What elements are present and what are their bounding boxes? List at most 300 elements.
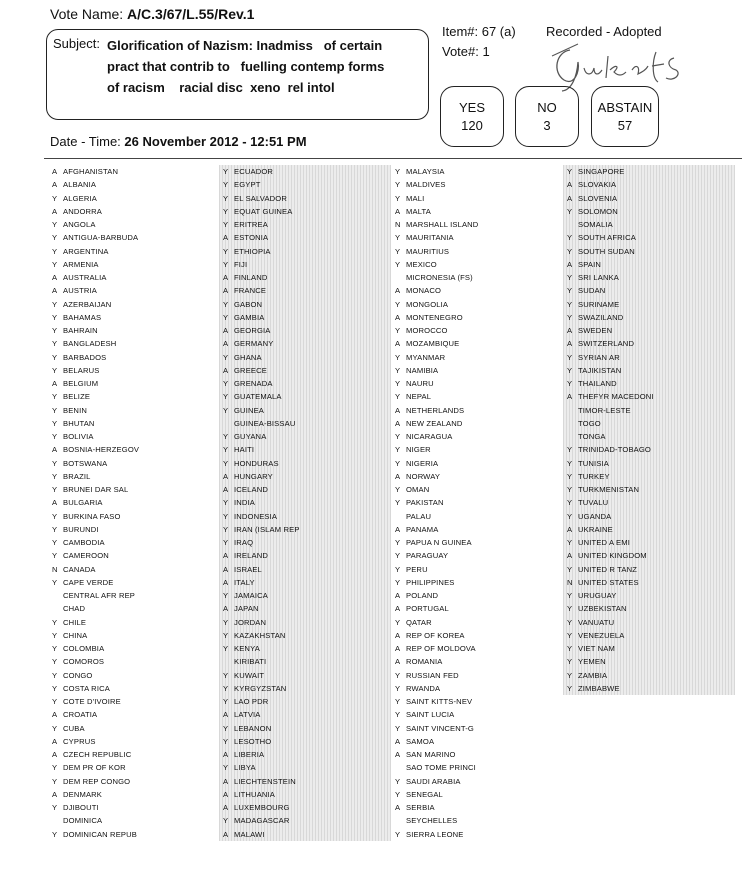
vote-code: Y: [52, 723, 58, 733]
country-row: [219, 695, 391, 708]
country-name: KAZAKHSTAN: [234, 630, 286, 640]
country-row: [219, 814, 391, 827]
country-row: [391, 390, 563, 403]
country-row: [48, 390, 220, 403]
country-name: UNITED R TANZ: [578, 564, 638, 574]
country-name: BOTSWANA: [63, 458, 108, 468]
vote-code: Y: [52, 405, 58, 415]
country-name: GREECE: [234, 365, 267, 375]
vote-code: A: [52, 498, 58, 508]
country-row: [48, 563, 220, 576]
country-row: [48, 669, 220, 682]
vote-code: Y: [395, 246, 401, 256]
country-name: BOLIVIA: [63, 432, 94, 441]
vote-code: Y: [223, 723, 229, 733]
country-name: CUBA: [63, 723, 85, 733]
country-row: [219, 364, 391, 377]
country-row: [391, 801, 563, 814]
vote-code: A: [223, 273, 229, 282]
country-name: TUNISIA: [578, 458, 610, 468]
country-row: [219, 828, 391, 841]
country-row: [563, 457, 735, 470]
country-name: TURKMENISTAN: [578, 485, 640, 494]
country-row: [391, 655, 563, 668]
country-name: COLOMBIA: [63, 644, 105, 653]
vote-code: Y: [567, 471, 573, 481]
country-row: [219, 284, 391, 297]
country-name: SEYCHELLES: [406, 816, 458, 826]
abstain-label: ABSTAIN: [597, 100, 653, 115]
country-name: MOROCCO: [406, 326, 448, 335]
vote-code: Y: [52, 551, 58, 561]
country-row: [219, 324, 391, 337]
subject-text: Glorification of Nazism: Inadmiss of certain pract that contrib to fuelling contemp forms of racism racial disc xeno rel intol: [107, 38, 385, 95]
country-name: CYPRUS: [63, 736, 96, 746]
country-row: [563, 589, 735, 602]
vote-code: A: [567, 551, 573, 561]
vote-code: A: [223, 829, 229, 839]
country-row: [391, 192, 563, 205]
country-row: [391, 271, 563, 284]
vote-code: Y: [223, 816, 229, 826]
country-row: [48, 682, 220, 695]
country-name: IRAN (ISLAM REP: [234, 524, 300, 534]
country-row: [563, 337, 735, 350]
country-name: MARSHALL ISLAND: [406, 220, 479, 229]
vote-code: Y: [567, 286, 573, 296]
vote-code: A: [52, 710, 58, 720]
vote-code: A: [395, 471, 401, 481]
vote-code: A: [223, 776, 229, 786]
vote-code: A: [395, 591, 401, 600]
country-row: [48, 523, 220, 536]
country-name: UNITED STATES: [578, 577, 639, 587]
country-name: YEMEN: [578, 657, 606, 667]
vote-code: A: [567, 524, 573, 534]
country-name: MEXICO: [406, 259, 437, 269]
country-name: BRUNEI DAR SAL: [63, 485, 129, 494]
country-name: THEFYR MACEDONI: [578, 392, 654, 402]
country-row: [219, 231, 391, 244]
vote-code: Y: [223, 379, 229, 388]
country-row: [48, 629, 220, 642]
vote-code: Y: [223, 206, 229, 216]
country-name: CROATIA: [63, 710, 98, 720]
country-row: [391, 708, 563, 721]
country-row: [391, 775, 563, 788]
country-name: IRAQ: [234, 538, 254, 547]
vote-code: Y: [567, 617, 573, 627]
vote-code: Y: [52, 246, 58, 256]
country-row: [391, 231, 563, 244]
country-name: CHILE: [63, 617, 87, 627]
country-row: [391, 218, 563, 231]
country-name: GUYANA: [234, 432, 267, 441]
country-name: CANADA: [63, 564, 96, 574]
country-row: [48, 417, 220, 430]
country-name: BELARUS: [63, 365, 100, 375]
country-row: [48, 536, 220, 549]
abstain-count: 57: [617, 118, 633, 133]
country-name: NAURU: [406, 379, 434, 388]
vote-code: A: [395, 604, 401, 614]
country-row: [391, 602, 563, 615]
vote-code: A: [395, 286, 401, 296]
vote-code: A: [223, 485, 229, 494]
country-name: GAMBIA: [234, 312, 265, 322]
country-row: [48, 364, 220, 377]
country-row: [563, 377, 735, 390]
country-row: [391, 523, 563, 536]
country-name: ALGERIA: [63, 193, 97, 203]
vote-code: Y: [52, 259, 58, 269]
vote-code: Y: [223, 445, 229, 455]
country-name: THAILAND: [578, 379, 617, 388]
country-name: UGANDA: [578, 511, 612, 521]
vote-code: Y: [52, 312, 58, 322]
country-name: DEM REP CONGO: [63, 776, 131, 786]
vote-code: A: [223, 577, 229, 587]
country-name: CENTRAL AFR REP: [63, 591, 136, 600]
country-row: [48, 443, 220, 456]
country-row: [48, 457, 220, 470]
country-name: MALTA: [406, 206, 431, 216]
vote-code: Y: [52, 683, 58, 693]
country-row: [219, 655, 391, 668]
country-row: [219, 245, 391, 258]
country-row: [48, 695, 220, 708]
country-name: KENYA: [234, 644, 260, 653]
country-name: GERMANY: [234, 339, 274, 349]
country-name: ROMANIA: [406, 657, 443, 667]
country-name: JAMAICA: [234, 591, 268, 600]
country-name: SAINT KITTS-NEV: [406, 697, 473, 706]
country-row: [391, 324, 563, 337]
country-name: SENEGAL: [406, 789, 443, 799]
vote-code: Y: [567, 458, 573, 468]
country-name: SAINT VINCENT-G: [406, 723, 474, 733]
vote-code: A: [223, 564, 229, 574]
country-name: PALAU: [406, 511, 432, 521]
vote-code: Y: [223, 683, 229, 693]
country-row: [391, 245, 563, 258]
vote-code: Y: [52, 365, 58, 375]
country-name: MALI: [406, 193, 425, 203]
country-name: SLOVAKIA: [578, 180, 617, 190]
country-row: [48, 324, 220, 337]
country-row: [219, 801, 391, 814]
country-name: DEM PR OF KOR: [63, 763, 126, 773]
country-row: [563, 682, 735, 695]
vote-code: Y: [52, 644, 58, 653]
country-row: [563, 536, 735, 549]
country-column-2: [219, 165, 391, 841]
vote-code: Y: [395, 180, 401, 190]
vote-name-label: Vote Name:: [50, 6, 124, 22]
country-name: SOUTH SUDAN: [578, 246, 635, 256]
vote-code: Y: [223, 259, 229, 269]
country-name: IRELAND: [234, 551, 268, 561]
country-name: ITALY: [234, 577, 255, 587]
country-name: ANDORRA: [63, 206, 103, 216]
country-row: [563, 192, 735, 205]
country-name: INDIA: [234, 498, 256, 508]
vote-code: N: [52, 564, 58, 574]
country-row: [563, 390, 735, 403]
country-name: NEPAL: [406, 392, 432, 402]
country-row: [391, 669, 563, 682]
vote-code: Y: [395, 379, 401, 388]
yes-count: 120: [461, 118, 483, 133]
vote-code: Y: [395, 352, 401, 362]
vote-code: Y: [395, 392, 401, 402]
country-row: [563, 523, 735, 536]
country-name: FINLAND: [234, 273, 268, 282]
country-name: SURINAME: [578, 299, 620, 309]
country-row: [563, 510, 735, 523]
country-name: ECUADOR: [234, 167, 274, 176]
country-row: [48, 708, 220, 721]
vote-code: A: [52, 286, 58, 296]
country-row: [219, 536, 391, 549]
country-row: [563, 616, 735, 629]
country-row: [48, 788, 220, 801]
country-name: PAKISTAN: [406, 498, 444, 508]
country-name: QATAR: [406, 617, 432, 627]
vote-code: A: [223, 551, 229, 561]
country-name: PAPUA N GUINEA: [406, 538, 472, 547]
country-name: BAHAMAS: [63, 312, 102, 322]
country-name: DENMARK: [63, 789, 103, 799]
country-name: TRINIDAD-TOBAGO: [578, 445, 651, 455]
country-row: [219, 563, 391, 576]
vote-code: Y: [223, 763, 229, 773]
country-row: [48, 245, 220, 258]
country-name: UKRAINE: [578, 524, 613, 534]
country-row: [563, 284, 735, 297]
vote-code: Y: [395, 829, 401, 839]
country-name: BELIZE: [63, 392, 91, 402]
vote-code: Y: [52, 511, 58, 521]
vote-code: Y: [223, 193, 229, 203]
vote-code: Y: [223, 736, 229, 746]
vote-code: Y: [223, 352, 229, 362]
country-row: [48, 337, 220, 350]
vote-code: Y: [395, 326, 401, 335]
vote-code: A: [395, 657, 401, 667]
date-value: 26 November 2012 - 12:51 PM: [124, 134, 307, 149]
country-row: [219, 748, 391, 761]
country-row: [48, 377, 220, 390]
vote-code: Y: [567, 683, 573, 693]
vote-code: A: [52, 167, 58, 176]
country-row: [48, 602, 220, 615]
country-name: CZECH REPUBLIC: [63, 750, 132, 759]
vote-code: Y: [223, 299, 229, 309]
abstain-total: [591, 86, 659, 147]
vote-code: Y: [567, 312, 573, 322]
vote-code: A: [52, 445, 58, 455]
vote-code: Y: [395, 485, 401, 494]
country-name: GRENADA: [234, 379, 273, 388]
country-row: [391, 258, 563, 271]
vote-code: N: [395, 220, 401, 229]
country-row: [48, 430, 220, 443]
vote-code: Y: [52, 471, 58, 481]
vote-code: A: [567, 259, 573, 269]
country-name: TONGA: [578, 432, 606, 441]
country-row: [391, 337, 563, 350]
country-row: [563, 364, 735, 377]
country-row: [391, 563, 563, 576]
country-name: JORDAN: [234, 617, 267, 627]
country-row: [48, 404, 220, 417]
country-name: SOUTH AFRICA: [578, 233, 636, 243]
vote-code: Y: [52, 392, 58, 402]
vote-code: Y: [395, 789, 401, 799]
country-name: NEW ZEALAND: [406, 418, 463, 428]
country-name: NIGERIA: [406, 458, 439, 468]
country-row: [219, 602, 391, 615]
country-row: [563, 404, 735, 417]
country-row: [563, 602, 735, 615]
vote-code: Y: [52, 485, 58, 494]
country-row: [563, 576, 735, 589]
country-row: [391, 761, 563, 774]
country-name: BENIN: [63, 405, 87, 415]
country-name: MONGOLIA: [406, 299, 449, 309]
vote-code: Y: [395, 776, 401, 786]
vote-code: Y: [395, 233, 401, 243]
country-row: [219, 510, 391, 523]
vote-code: Y: [567, 657, 573, 667]
country-name: VENEZUELA: [578, 630, 625, 640]
vote-code: A: [395, 736, 401, 746]
country-row: [563, 563, 735, 576]
country-name: NICARAGUA: [406, 432, 453, 441]
country-column-4: [563, 165, 735, 695]
vote-code: Y: [223, 498, 229, 508]
vote-code: A: [395, 803, 401, 812]
country-row: [219, 483, 391, 496]
country-name: NIGER: [406, 445, 431, 455]
country-row: [391, 284, 563, 297]
vote-code: A: [52, 750, 58, 759]
country-name: CAMBODIA: [63, 538, 105, 547]
country-row: [219, 298, 391, 311]
country-row: [391, 828, 563, 841]
country-name: BELGIUM: [63, 379, 99, 388]
country-name: AZERBAIJAN: [63, 299, 112, 309]
country-name: DOMINICAN REPUB: [63, 829, 137, 839]
country-name: REP OF KOREA: [406, 630, 465, 640]
vote-code: Y: [567, 273, 573, 282]
vote-number: Vote#: 1: [442, 44, 490, 59]
vote-code: Y: [567, 644, 573, 653]
country-row: [48, 735, 220, 748]
country-name: BHUTAN: [63, 418, 95, 428]
country-name: BULGARIA: [63, 498, 103, 508]
vote-code: Y: [52, 233, 58, 243]
vote-code: Y: [52, 352, 58, 362]
country-name: SPAIN: [578, 259, 601, 269]
country-name: SYRIAN AR: [578, 352, 620, 362]
country-row: [391, 642, 563, 655]
country-row: [391, 430, 563, 443]
country-name: SWEDEN: [578, 326, 613, 335]
country-row: [391, 178, 563, 191]
country-row: [391, 404, 563, 417]
vote-code: Y: [223, 697, 229, 706]
vote-code: Y: [395, 723, 401, 733]
country-name: GHANA: [234, 352, 262, 362]
date-time: [50, 134, 307, 149]
country-row: [563, 443, 735, 456]
vote-code: A: [567, 180, 573, 190]
country-row: [391, 470, 563, 483]
vote-code: Y: [567, 352, 573, 362]
vote-code: A: [395, 644, 401, 653]
country-name: RUSSIAN FED: [406, 670, 459, 680]
vote-code: Y: [223, 167, 229, 176]
country-name: LIBERIA: [234, 750, 265, 759]
vote-code: Y: [52, 657, 58, 667]
vote-code: Y: [567, 604, 573, 614]
country-row: [391, 351, 563, 364]
country-row: [391, 457, 563, 470]
country-row: [219, 616, 391, 629]
country-name: AUSTRALIA: [63, 273, 107, 282]
country-row: [563, 351, 735, 364]
country-name: NETHERLANDS: [406, 405, 465, 415]
vote-code: Y: [223, 458, 229, 468]
vote-code: Y: [567, 233, 573, 243]
country-row: [563, 629, 735, 642]
vote-code: Y: [223, 220, 229, 229]
vote-code: Y: [52, 617, 58, 627]
vote-code: Y: [395, 259, 401, 269]
country-row: [48, 549, 220, 562]
vote-code: A: [223, 750, 229, 759]
country-row: [391, 165, 563, 178]
vote-code: Y: [567, 445, 573, 455]
country-name: GUINEA: [234, 405, 265, 415]
country-row: [391, 616, 563, 629]
vote-code: Y: [395, 697, 401, 706]
country-row: [563, 669, 735, 682]
country-row: [219, 642, 391, 655]
country-name: ZAMBIA: [578, 670, 608, 680]
country-name: PORTUGAL: [406, 604, 449, 614]
vote-code: A: [223, 339, 229, 349]
vote-code: Y: [567, 511, 573, 521]
country-row: [563, 470, 735, 483]
country-row: [48, 828, 220, 841]
country-row: [219, 390, 391, 403]
country-row: [48, 496, 220, 509]
country-name: LEBANON: [234, 723, 272, 733]
country-row: [391, 549, 563, 562]
vote-code: A: [52, 789, 58, 799]
country-name: TIMOR-LESTE: [578, 405, 631, 415]
vote-code: A: [567, 392, 573, 402]
vote-code: Y: [567, 630, 573, 640]
country-name: VIET NAM: [578, 644, 615, 653]
vote-code: Y: [223, 312, 229, 322]
vote-code: A: [223, 233, 229, 243]
vote-code: Y: [52, 763, 58, 773]
country-row: [391, 735, 563, 748]
